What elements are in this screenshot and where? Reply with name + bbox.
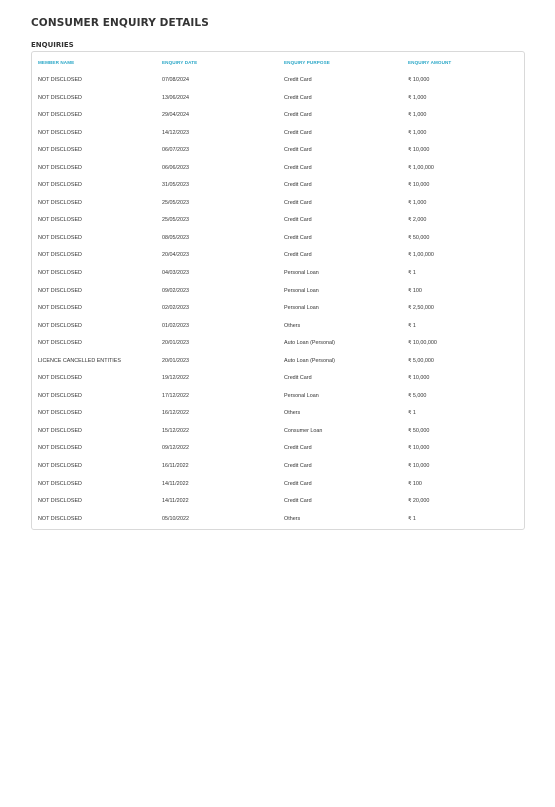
member-name-cell: NOT DISCLOSED	[38, 217, 82, 224]
enquiry-date-cell: 09/12/2022	[162, 445, 189, 452]
member-name-cell: NOT DISCLOSED	[38, 445, 82, 452]
member-name-cell: NOT DISCLOSED	[38, 182, 82, 189]
enquiry-amount-cell: ₹ 1	[408, 515, 416, 522]
enquiry-date-cell: 06/06/2023	[162, 164, 189, 171]
member-name-cell: NOT DISCLOSED	[38, 147, 82, 154]
enquiry-purpose-cell: Credit Card	[284, 199, 312, 206]
header-enquiry-purpose: ENQUIRY PURPOSE	[284, 60, 330, 65]
table-row	[32, 511, 524, 529]
table-row	[32, 318, 524, 336]
member-name-cell: NOT DISCLOSED	[38, 427, 82, 434]
enquiry-purpose-cell: Credit Card	[284, 252, 312, 259]
enquiry-amount-cell: ₹ 10,00,000	[408, 340, 437, 347]
enquiry-date-cell: 20/01/2023	[162, 340, 189, 347]
enquiry-date-cell: 04/03/2023	[162, 270, 189, 277]
section-title: ENQUIRIES	[31, 41, 74, 49]
table-row	[32, 72, 524, 90]
member-name-cell: NOT DISCLOSED	[38, 199, 82, 206]
enquiry-purpose-cell: Credit Card	[284, 445, 312, 452]
table-row	[32, 265, 524, 283]
table-row	[32, 283, 524, 301]
enquiry-amount-cell: ₹ 100	[408, 480, 422, 487]
table-row	[32, 125, 524, 143]
enquiry-date-cell: 25/05/2023	[162, 217, 189, 224]
enquiry-amount-cell: ₹ 1,000	[408, 112, 427, 119]
member-name-cell: NOT DISCLOSED	[38, 498, 82, 505]
enquiry-date-cell: 14/12/2023	[162, 129, 189, 136]
table-row	[32, 476, 524, 494]
enquiry-amount-cell: ₹ 1,00,000	[408, 252, 434, 259]
enquiry-amount-cell: ₹ 20,000	[408, 498, 430, 505]
enquiry-date-cell: 06/07/2023	[162, 147, 189, 154]
enquiry-purpose-cell: Credit Card	[284, 164, 312, 171]
member-name-cell: NOT DISCLOSED	[38, 410, 82, 417]
table-row	[32, 177, 524, 195]
table-row	[32, 370, 524, 388]
enquiry-purpose-cell: Credit Card	[284, 112, 312, 119]
enquiry-purpose-cell: Others	[284, 515, 301, 522]
enquiry-amount-cell: ₹ 50,000	[408, 234, 430, 241]
enquiry-purpose-cell: Credit Card	[284, 94, 312, 101]
table-row	[32, 440, 524, 458]
enquiry-amount-cell: ₹ 10,000	[408, 445, 430, 452]
table-row	[32, 212, 524, 230]
table-body	[32, 72, 524, 528]
enquiry-purpose-cell: Credit Card	[284, 498, 312, 505]
enquiry-amount-cell: ₹ 5,000	[408, 392, 427, 399]
enquiry-date-cell: 07/08/2024	[162, 77, 189, 83]
header-enquiry-amount: ENQUIRY AMOUNT	[408, 60, 452, 65]
member-name-cell: NOT DISCLOSED	[38, 252, 82, 259]
table-header	[32, 52, 524, 72]
member-name-cell: NOT DISCLOSED	[38, 463, 82, 470]
member-name-cell: NOT DISCLOSED	[38, 305, 82, 312]
enquiry-amount-cell: ₹ 10,000	[408, 77, 430, 83]
table-row	[32, 230, 524, 248]
member-name-cell: NOT DISCLOSED	[38, 322, 82, 329]
enquiry-purpose-cell: Personal Loan	[284, 305, 319, 312]
enquiry-date-cell: 09/02/2023	[162, 287, 189, 294]
enquiry-amount-cell: ₹ 10,000	[408, 463, 430, 470]
enquiry-date-cell: 13/06/2024	[162, 94, 189, 101]
enquiry-amount-cell: ₹ 1,000	[408, 94, 427, 101]
enquiry-date-cell: 15/12/2022	[162, 427, 189, 434]
page-title: CONSUMER ENQUIRY DETAILS	[31, 17, 209, 29]
enquiry-date-cell: 05/10/2022	[162, 515, 189, 522]
enquiry-amount-cell: ₹ 10,000	[408, 182, 430, 189]
enquiry-purpose-cell: Credit Card	[284, 375, 312, 382]
enquiry-date-cell: 01/02/2023	[162, 322, 189, 329]
enquiry-amount-cell: ₹ 1	[408, 270, 416, 277]
member-name-cell: NOT DISCLOSED	[38, 287, 82, 294]
enquiry-date-cell: 25/05/2023	[162, 199, 189, 206]
enquiry-amount-cell: ₹ 100	[408, 287, 422, 294]
enquiry-date-cell: 16/12/2022	[162, 410, 189, 417]
member-name-cell: NOT DISCLOSED	[38, 392, 82, 399]
enquiry-date-cell: 19/12/2022	[162, 375, 189, 382]
table-row	[32, 493, 524, 511]
table-row	[32, 107, 524, 125]
enquiry-amount-cell: ₹ 1,00,000	[408, 164, 434, 171]
member-name-cell: NOT DISCLOSED	[38, 94, 82, 101]
table-row	[32, 388, 524, 406]
table-row	[32, 160, 524, 178]
enquiry-amount-cell: ₹ 2,50,000	[408, 305, 434, 312]
member-name-cell: LICENCE CANCELLED ENTITIES	[38, 357, 121, 364]
enquiry-purpose-cell: Auto Loan (Personal)	[284, 357, 335, 364]
enquiry-purpose-cell: Credit Card	[284, 217, 312, 224]
enquiry-amount-cell: ₹ 10,000	[408, 375, 430, 382]
header-member-name: MEMBER NAME	[38, 60, 75, 65]
enquiry-purpose-cell: Credit Card	[284, 147, 312, 154]
table-row	[32, 300, 524, 318]
enquiry-amount-cell: ₹ 1	[408, 322, 416, 329]
enquiry-date-cell: 20/04/2023	[162, 252, 189, 259]
table-row	[32, 405, 524, 423]
enquiry-date-cell: 20/01/2023	[162, 357, 189, 364]
header-enquiry-date: ENQUIRY DATE	[162, 60, 198, 65]
enquiry-amount-cell: ₹ 10,000	[408, 147, 430, 154]
enquiry-purpose-cell: Auto Loan (Personal)	[284, 340, 335, 347]
enquiry-amount-cell: ₹ 5,00,000	[408, 357, 434, 364]
enquiry-amount-cell: ₹ 1,000	[408, 129, 427, 136]
member-name-cell: NOT DISCLOSED	[38, 164, 82, 171]
enquiry-purpose-cell: Personal Loan	[284, 270, 319, 277]
member-name-cell: NOT DISCLOSED	[38, 77, 82, 83]
enquiry-purpose-cell: Personal Loan	[284, 392, 319, 399]
enquiry-date-cell: 16/11/2022	[162, 463, 189, 470]
enquiry-date-cell: 29/04/2024	[162, 112, 189, 119]
enquiry-amount-cell: ₹ 1	[408, 410, 416, 417]
enquiry-purpose-cell: Credit Card	[284, 129, 312, 136]
member-name-cell: NOT DISCLOSED	[38, 480, 82, 487]
table-row	[32, 90, 524, 108]
enquiry-purpose-cell: Credit Card	[284, 77, 312, 83]
table-row	[32, 353, 524, 371]
table-row	[32, 458, 524, 476]
enquiry-purpose-cell: Personal Loan	[284, 287, 319, 294]
enquiry-date-cell: 14/11/2022	[162, 498, 189, 505]
member-name-cell: NOT DISCLOSED	[38, 234, 82, 241]
enquiry-date-cell: 14/11/2022	[162, 480, 189, 487]
enquiry-date-cell: 17/12/2022	[162, 392, 189, 399]
member-name-cell: NOT DISCLOSED	[38, 270, 82, 277]
member-name-cell: NOT DISCLOSED	[38, 340, 82, 347]
member-name-cell: NOT DISCLOSED	[38, 515, 82, 522]
member-name-cell: NOT DISCLOSED	[38, 129, 82, 136]
enquiry-purpose-cell: Credit Card	[284, 234, 312, 241]
enquiry-purpose-cell: Credit Card	[284, 480, 312, 487]
member-name-cell: NOT DISCLOSED	[38, 375, 82, 382]
enquiry-purpose-cell: Others	[284, 410, 301, 417]
enquiries-table	[31, 51, 525, 530]
enquiry-amount-cell: ₹ 2,000	[408, 217, 427, 224]
enquiry-purpose-cell: Others	[284, 322, 301, 329]
enquiry-amount-cell: ₹ 50,000	[408, 427, 430, 434]
enquiry-purpose-cell: Credit Card	[284, 182, 312, 189]
member-name-cell: NOT DISCLOSED	[38, 112, 82, 119]
table-row	[32, 423, 524, 441]
table-row	[32, 142, 524, 160]
enquiry-date-cell: 31/05/2023	[162, 182, 189, 189]
table-row	[32, 195, 524, 213]
enquiry-purpose-cell: Credit Card	[284, 463, 312, 470]
enquiry-purpose-cell: Consumer Loan	[284, 427, 323, 434]
table-row	[32, 335, 524, 353]
enquiry-date-cell: 02/02/2023	[162, 305, 189, 312]
enquiry-date-cell: 08/05/2023	[162, 234, 189, 241]
table-row	[32, 247, 524, 265]
enquiry-amount-cell: ₹ 1,000	[408, 199, 427, 206]
